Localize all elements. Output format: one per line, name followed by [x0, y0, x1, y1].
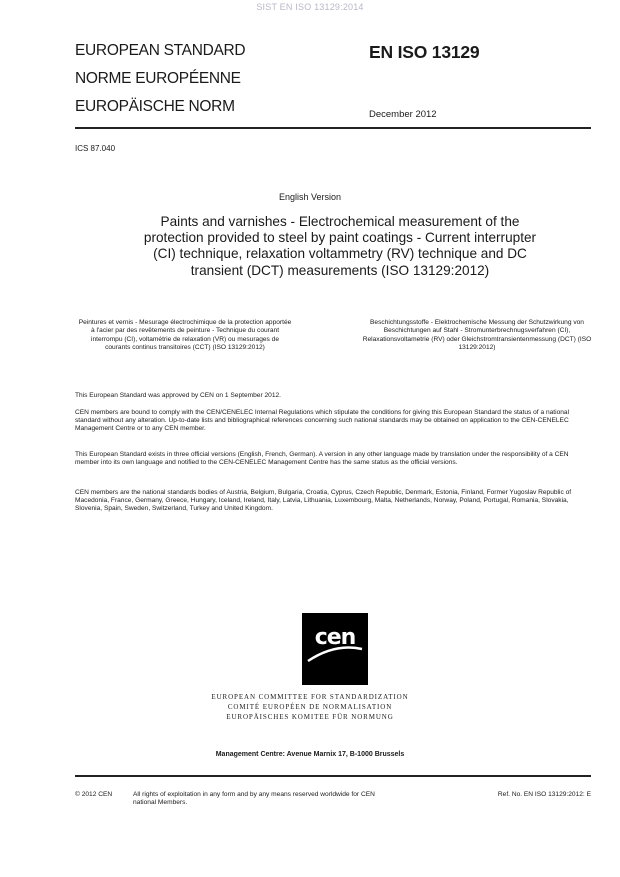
rights-notice: All rights of exploitation in any form and by any means reserved worldwide for CEN national Members.: [133, 791, 375, 807]
french-title: Peintures et vernis - Mesurage électrochimique de la protection apportée à l'acier par des revêtements de peinture - Technique du courant interrompu (CI), voltamétrie de relaxation (VR) ou mesurages de courants continus transitoires (CCT) (ISO 13129:2012): [78, 319, 292, 351]
version-label: English Version: [278, 192, 342, 202]
versions-paragraph: This European Standard exists in three official versions (English, French, German). A version in any other language made by translation under the responsibility of a CEN member into its own language and notified to the CEN-CENELEC Management Centre has the same status as the official versions.: [75, 451, 569, 467]
compliance-paragraph: CEN members are bound to comply with the CEN/CENELEC Internal Regulations which stipulate the conditions for giving this European Standard the status of a national standard without any alteration. Up-to-date lists and bibliographical references concerning such national standards may be obtained on application to the CEN-CENELEC Management Centre or to any CEN member.: [75, 409, 570, 433]
reference-number: Ref. No. EN ISO 13129:2012: E: [497, 791, 591, 798]
cen-logo: [302, 613, 368, 685]
copyright-notice: © 2012 CEN: [75, 791, 113, 798]
header-divider: [75, 127, 591, 129]
document-title: Paints and varnishes - Electrochemical measurement of the protection provided to steel by paint coatings - Current interrupter (CI) technique, relaxation voltammetry (RV) technique and DC transient (DCT) measurements (ISO 13129:2012): [143, 214, 537, 278]
members-paragraph: CEN members are the national standards bodies of Austria, Belgium, Bulgaria, Croatia, Cyprus, Czech Republic, Denmark, Estonia, Finland, Former Yugoslav Republic of Macedonia, France, Germany, Greece, Hungary, Iceland, Ireland, Italy, Latvia, Lithuania, Luxembourg, Malta, Netherlands, Norway, Poland, Portugal, Romania, Slovakia, Slovenia, Spain, Sweden, Switzerland, Turkey and United Kingdom.: [75, 489, 572, 513]
org-name-german: EUROPÄISCHES KOMITEE FÜR NORMUNG: [226, 713, 394, 721]
approval-paragraph: This European Standard was approved by CEN on 1 September 2012.: [75, 392, 281, 399]
footer-divider: [75, 775, 591, 777]
european-standard-label: EUROPEAN STANDARD: [75, 42, 246, 59]
norme-europeenne-label: NORME EUROPÉENNE: [75, 70, 241, 87]
europaische-norm-label: EUROPÄISCHE NORM: [75, 98, 235, 115]
cen-logo-text: cen: [314, 625, 356, 650]
watermark: SIST EN ISO 13129:2014: [256, 2, 364, 12]
cen-logo-graphic: [302, 613, 368, 685]
ics-code: ICS 87.040: [75, 144, 116, 153]
german-title: Beschichtungsstoffe - Elektrochemische Messung der Schutzwirkung von Beschichtungen auf Stahl - Stromunterbrechnugsverfahren (CI), Relaxationsvoltametrie (RV) oder Gleichstromtransientenmessung (DCT) (ISO 13129:2012): [362, 319, 592, 351]
org-name-french: COMITÉ EUROPÉEN DE NORMALISATION: [227, 703, 393, 711]
publication-date: December 2012: [369, 109, 437, 120]
org-name-english: EUROPEAN COMMITTEE FOR STANDARDIZATION: [211, 693, 409, 701]
management-centre-address: Management Centre: Avenue Marnix 17, B-1000 Brussels: [215, 751, 405, 758]
standard-number: EN ISO 13129: [369, 42, 480, 62]
